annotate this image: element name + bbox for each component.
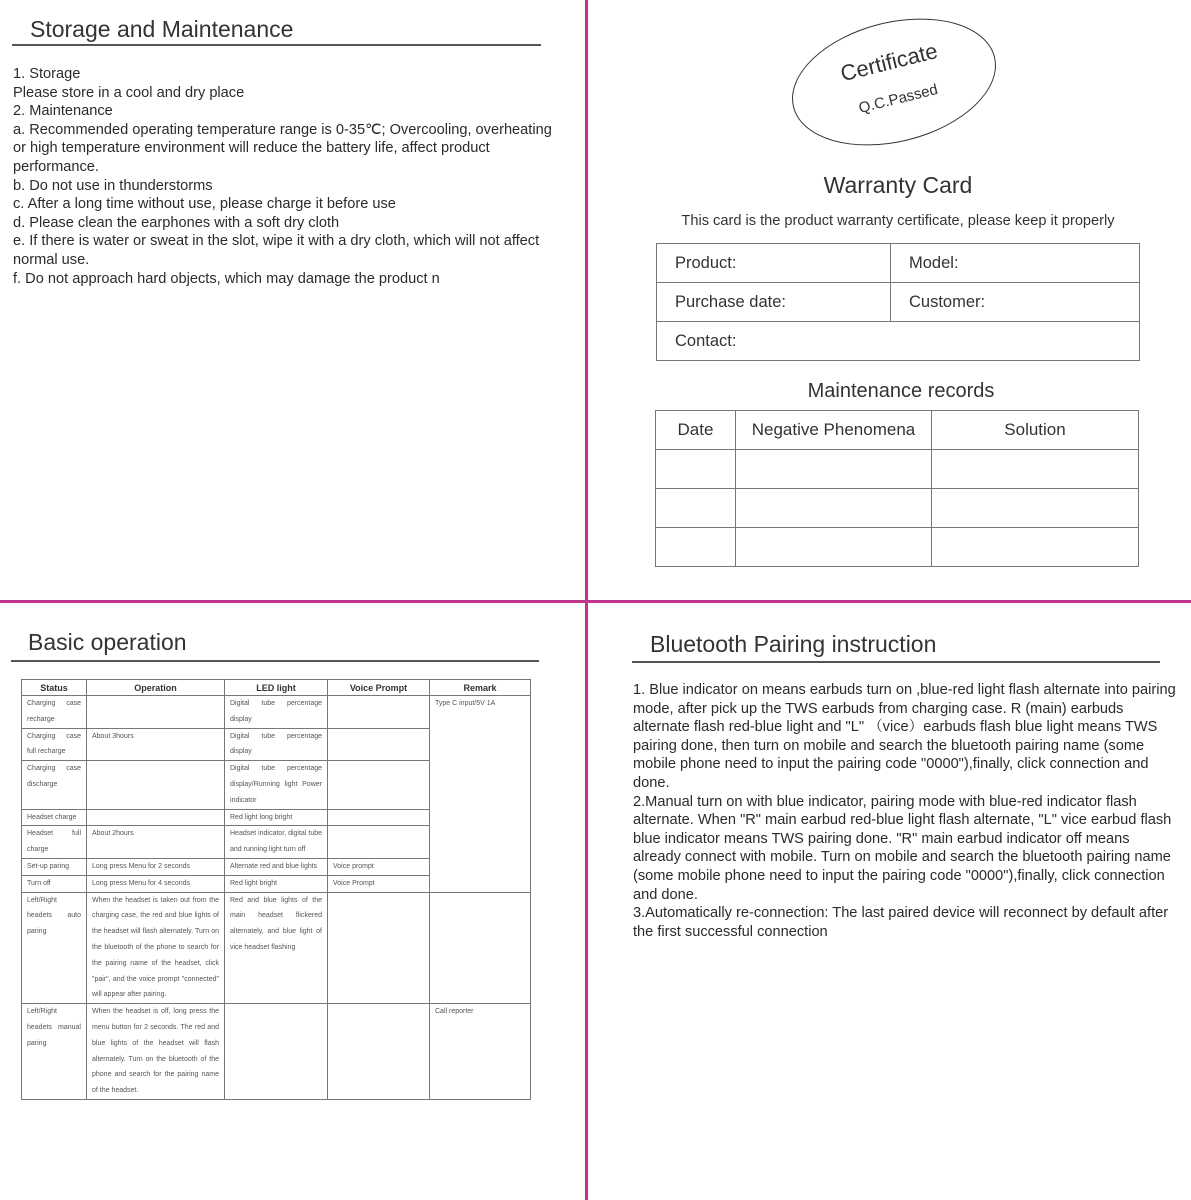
operation-cell xyxy=(87,696,225,729)
operation-cell: About 3hours xyxy=(87,728,225,761)
warranty-title: Warranty Card xyxy=(823,172,973,198)
bluetooth-title: Bluetooth Pairing instruction xyxy=(650,631,937,657)
storage-line: b. Do not use in thunderstorms xyxy=(13,177,213,194)
storage-line: c. After a long time without use, please charge it before use xyxy=(13,196,396,213)
led-cell: Red light bright xyxy=(225,875,328,892)
storage-title: Storage and Maintenance xyxy=(30,16,294,42)
maintenance-cell[interactable] xyxy=(932,450,1139,489)
operation-table xyxy=(21,679,531,1100)
operation-cell: When the headset is off, long press the menu button for 2 seconds. The red and blue lights of the headset will flash alternately. Turn on the bluetooth of the phone and search for the pairing name of the headset. xyxy=(87,1004,225,1100)
operation-cell: When the headset is taken out from the charging case, the red and blue lights of the headset will flash alternately. Turn on the bluetooth of the phone to search for the pairing name of the headset, click "pair", and the voice prompt "connected" will appear after pairing. xyxy=(87,892,225,1004)
bluetooth-paragraph: 1. Blue indicator on means earbuds turn on ,blue-red light flash alternate into pairing mode, after pick up the TWS earbuds from charging case. R (main) earbuds alternate flash red-blue light and "L" （vice）earbuds flash blue light means TWS pairing done, then turn on mobile and search the bluetooth pairing name (some mobile phone need to input the pairing code "0000"),finally, click connection and done. xyxy=(633,682,1176,791)
warranty-table xyxy=(656,243,1140,361)
status-cell: Set-up paring xyxy=(22,858,87,875)
voice-cell xyxy=(328,696,430,729)
operation-cell xyxy=(87,761,225,809)
maintenance-cell[interactable] xyxy=(736,528,932,567)
status-cell: Charging case full recharge xyxy=(22,728,87,761)
maintenance-cell[interactable] xyxy=(932,489,1139,528)
qc-passed-label: Q.C.Passed xyxy=(856,80,940,118)
operation-cell: Long press Menu for 4 seconds xyxy=(87,875,225,892)
storage-text xyxy=(13,65,568,288)
led-cell: Digital tube percentage display xyxy=(225,696,328,729)
status-cell: Turn off xyxy=(22,875,87,892)
voice-cell xyxy=(328,809,430,826)
header-operation: Operation xyxy=(87,680,225,696)
maintenance-table xyxy=(655,410,1139,567)
maintenance-title: Maintenance records xyxy=(807,380,995,402)
purchase-date-field[interactable]: Purchase date: xyxy=(657,283,891,322)
header-status: Status xyxy=(22,680,87,696)
table-row xyxy=(22,1004,531,1100)
bluetooth-panel xyxy=(588,603,1191,1200)
storage-line: 2. Maintenance xyxy=(13,103,113,120)
header-led-light: LED light xyxy=(225,680,328,696)
voice-cell xyxy=(328,1004,430,1100)
maintenance-row xyxy=(656,450,1139,489)
certificate-stamp xyxy=(779,0,1010,165)
voice-cell: Voice prompt xyxy=(328,858,430,875)
led-cell: Red and blue lights of the main headset flickered alternately, and blue light of vice headset flashing xyxy=(225,892,328,1004)
status-cell: Headset full charge xyxy=(22,826,87,859)
bluetooth-title-rule xyxy=(632,661,1160,663)
operation-header-row xyxy=(22,680,531,696)
operation-cell: About 2hours xyxy=(87,826,225,859)
voice-cell: Voice Prompt xyxy=(328,875,430,892)
header-remark: Remark xyxy=(430,680,531,696)
table-row xyxy=(22,696,531,729)
maintenance-cell[interactable] xyxy=(656,489,736,528)
storage-panel xyxy=(0,0,585,600)
led-cell: Red light long bright xyxy=(225,809,328,826)
warranty-subtitle: This card is the product warranty certificate, please keep it properly xyxy=(681,213,1115,229)
warranty-panel xyxy=(588,0,1191,600)
basic-operation-panel xyxy=(0,603,585,1200)
remark-cell: Type C input/5V 1A xyxy=(430,696,531,893)
storage-line: f. Do not approach hard objects, which may damage the product n xyxy=(13,270,440,287)
maintenance-cell[interactable] xyxy=(736,450,932,489)
storage-line: Please store in a cool and dry place xyxy=(13,84,245,101)
model-field[interactable]: Model: xyxy=(891,244,1140,283)
led-cell: Digital tube percentage display/Running light Power indicator xyxy=(225,761,328,809)
status-cell: Charging case recharge xyxy=(22,696,87,729)
maintenance-cell[interactable] xyxy=(736,489,932,528)
led-cell: Headset indicator, digital tube and running light turn off xyxy=(225,826,328,859)
led-cell: Digital tube percentage display xyxy=(225,728,328,761)
customer-field[interactable]: Customer: xyxy=(891,283,1140,322)
operation-cell: Long press Menu for 2 seconds xyxy=(87,858,225,875)
status-cell: Left/Right headets auto paring xyxy=(22,892,87,1004)
storage-title-rule xyxy=(12,44,541,46)
bluetooth-paragraph: 3.Automatically re-connection: The last paired device will reconnect by default after the first successful connection xyxy=(633,905,1169,940)
status-cell: Charging case discharge xyxy=(22,761,87,809)
remark-cell xyxy=(430,892,531,1004)
storage-line: e. If there is water or sweat in the slot, wipe it with a dry cloth, which will not affect normal use. xyxy=(13,233,540,268)
basic-operation-title: Basic operation xyxy=(28,629,187,655)
status-cell: Left/Right headets manual paring xyxy=(22,1004,87,1100)
maintenance-header-date: Date xyxy=(656,411,736,450)
certificate-label: Certificate xyxy=(837,38,941,87)
voice-cell xyxy=(328,761,430,809)
maintenance-row xyxy=(656,489,1139,528)
voice-cell xyxy=(328,826,430,859)
bluetooth-text xyxy=(633,681,1181,941)
voice-cell xyxy=(328,892,430,1004)
contact-field[interactable]: Contact: xyxy=(657,322,1140,361)
maintenance-header-phenomena: Negative Phenomena xyxy=(736,411,932,450)
bluetooth-paragraph: 2.Manual turn on with blue indicator, pairing mode with blue-red indicator flash alternate. When "R" main earbud red-blue light flash alternate, "L" vice earbud flash blue indicator means TWS pairing done. "R" main earbud indicator off means already connect with mobile. Turn on mobile and search the bluetooth pairing name (some mobile phone need to input the pairing code "0000"),finally, click connection and done. xyxy=(633,793,1172,903)
maintenance-cell[interactable] xyxy=(932,528,1139,567)
product-field[interactable]: Product: xyxy=(657,244,891,283)
maintenance-header-solution: Solution xyxy=(932,411,1139,450)
maintenance-cell[interactable] xyxy=(656,528,736,567)
voice-cell xyxy=(328,728,430,761)
led-cell: Alternate red and blue lights xyxy=(225,858,328,875)
maintenance-row xyxy=(656,528,1139,567)
storage-line: 1. Storage xyxy=(13,66,81,82)
basic-operation-title-rule xyxy=(11,660,539,662)
status-cell: Headset charge xyxy=(22,809,87,826)
led-cell xyxy=(225,1004,328,1100)
maintenance-cell[interactable] xyxy=(656,450,736,489)
header-voice-prompt: Voice Prompt xyxy=(328,680,430,696)
operation-cell xyxy=(87,809,225,826)
table-row xyxy=(22,892,531,1004)
storage-line: d. Please clean the earphones with a soft dry cloth xyxy=(13,214,340,231)
storage-line: a. Recommended operating temperature range is 0-35℃; Overcooling, overheating or high temperature environment will reduce the battery life, affect product performance. xyxy=(13,121,552,175)
remark-cell: Call reporter xyxy=(430,1004,531,1100)
